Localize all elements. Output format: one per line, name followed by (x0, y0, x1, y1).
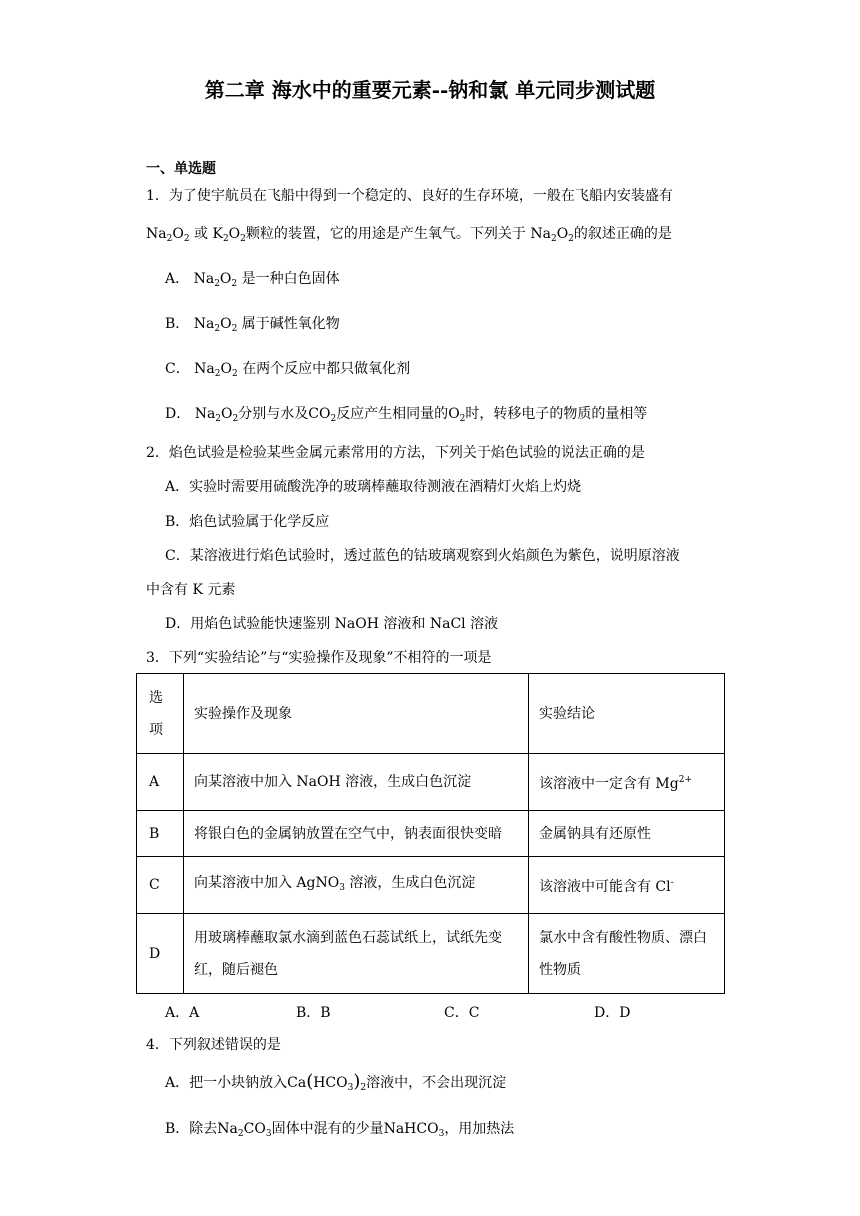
question-2-option-c[interactable]: C．某溶液进行焰色试验时，透过蓝色的钴玻璃观察到火焰颜色为紫色，说明原溶液 (165, 548, 680, 564)
question-1-option-d[interactable] (165, 404, 647, 429)
option-label: C． (165, 361, 190, 377)
option-text: 固体中混有的少量 (271, 1121, 384, 1137)
table-header-conclusion: 实验结论 (528, 674, 724, 754)
formula-na2co3: $Na_2CO_3$ (217, 1121, 272, 1139)
formula-na2o2: $Na_2O_2$ (193, 316, 238, 334)
question-1-stem-or: 或 (194, 226, 209, 242)
question-1-line-1 (146, 186, 673, 206)
question-3-table (136, 673, 725, 994)
formula-na2o2: $Na_2O_2$ (194, 406, 239, 424)
table-header-row (137, 674, 725, 754)
question-4-option-b[interactable] (165, 1119, 514, 1144)
table-row (137, 811, 725, 857)
table-header-operation: 实验操作及现象 (183, 674, 528, 754)
question-4-option-a[interactable] (165, 1072, 506, 1098)
option-text: B．除去 (165, 1121, 218, 1137)
question-3-answer-a[interactable]: A．A (165, 1005, 200, 1021)
formula-co2: $CO_2$ (308, 406, 337, 424)
question-3-answer-d[interactable]: D．D (594, 1005, 631, 1021)
table-cell-operation: 向某溶液中加入 AgNO$_3$ 溶液，生成白色沉淀 (183, 857, 528, 914)
option-label: B． (165, 316, 190, 332)
question-1-option-a[interactable] (165, 269, 340, 294)
question-2-option-b[interactable]: B．焰色试验属于化学反应 (165, 514, 330, 530)
table-cell-operation: 向某溶液中加入 NaOH 溶液，生成白色沉淀 (183, 754, 528, 811)
table-cell-operation: 将银白色的金属钠放置在空气中，钠表面很快变暗 (183, 811, 528, 857)
table-header-option: 选项 (137, 674, 184, 754)
question-2-option-d[interactable]: D．用焰色试验能快速鉴别 NaOH 溶液和 NaCl 溶液 (165, 616, 499, 632)
table-cell-option: A (137, 754, 184, 811)
question-1-stem-line-1: 为了使宇航员在飞船中得到一个稳定的、良好的生存环境，一般在飞船内安装盛有 (168, 188, 673, 204)
question-1-number: 1． (146, 188, 169, 204)
option-text: 分别与水及 (238, 406, 309, 422)
question-1-stem-line-2: 颗粒的装置，它的用途是产生氧气。下列关于 (245, 226, 526, 242)
question-1-option-c[interactable] (165, 359, 410, 384)
question-2-stem: 2．焰色试验是检验某些金属元素常用的方法，下列关于焰色试验的说法正确的是 (146, 445, 645, 461)
option-text: 反应产生相同量的 (336, 406, 449, 422)
formula-na2o2: $Na_2O_2$ (194, 361, 238, 379)
table-row (137, 857, 725, 914)
table-row (137, 754, 725, 811)
option-text: ，用加热法 (444, 1121, 515, 1137)
table-cell-option: C (137, 857, 184, 914)
formula-nahco3: NaHCO$_3$ (383, 1121, 445, 1139)
table-cell-option: D (137, 914, 184, 994)
formula-ca-hco3-2: $Ca(HCO_3)_2$ (287, 1071, 367, 1093)
table-cell-conclusion: 金属钠具有还原性 (528, 811, 724, 857)
question-3-answer-c[interactable]: C．C (444, 1005, 480, 1021)
option-text: 在两个反应中都只做氧化剂 (242, 361, 411, 377)
section-heading: 一、单选题 (146, 161, 216, 177)
option-text: 是一种白色固体 (241, 271, 340, 287)
question-4-stem: 4．下列叙述错误的是 (146, 1037, 281, 1053)
table-row (137, 914, 725, 994)
option-text: 属于碱性氧化物 (241, 316, 340, 332)
question-2-option-c-continued: 中含有 K 元素 (146, 582, 236, 598)
question-3-answer-b[interactable]: B．B (296, 1005, 331, 1021)
formula-o2: $O_2$ (448, 406, 466, 424)
table-cell-conclusion: 该溶液中一定含有 $Mg^{2+}$ (528, 754, 724, 811)
question-1-stem-line-2-end: 的叙述正确的是 (573, 226, 672, 242)
table-cell-option: B (137, 811, 184, 857)
formula-na2o2: $Na_2O_2$ (530, 226, 574, 244)
question-3-stem: 3．下列“实验结论”与“实验操作及现象”不相符的一项是 (146, 650, 492, 666)
option-text: 溶液中，不会出现沉淀 (366, 1075, 507, 1091)
question-1-option-b[interactable] (165, 314, 340, 339)
table-cell-conclusion: 氯水中含有酸性物质、漂白性物质 (528, 914, 724, 994)
option-text: 时，转移电子的物质的量相等 (465, 406, 648, 422)
option-label: D． (165, 406, 191, 422)
formula-k2o2: $K_2O_2$ (212, 226, 246, 244)
table-cell-conclusion: 该溶液中可能含有 Cl- (528, 857, 724, 914)
page-title: 第二章 海水中的重要元素--钠和氯 单元同步测试题 (204, 78, 656, 102)
question-1-line-2 (146, 224, 672, 249)
formula-na2o2: $Na_2O_2$ (193, 271, 238, 289)
question-2-option-a[interactable]: A．实验时需要用硫酸洗净的玻璃棒蘸取待测液在酒精灯火焰上灼烧 (165, 479, 582, 495)
option-text: A．把一小块钠放入 (165, 1075, 288, 1091)
formula-na2o2: $Na_2O_2$ (146, 226, 190, 244)
option-label: A． (165, 271, 190, 287)
table-cell-operation: 用玻璃棒蘸取氯水滴到蓝色石蕊试纸上，试纸先变红，随后褪色 (183, 914, 528, 994)
